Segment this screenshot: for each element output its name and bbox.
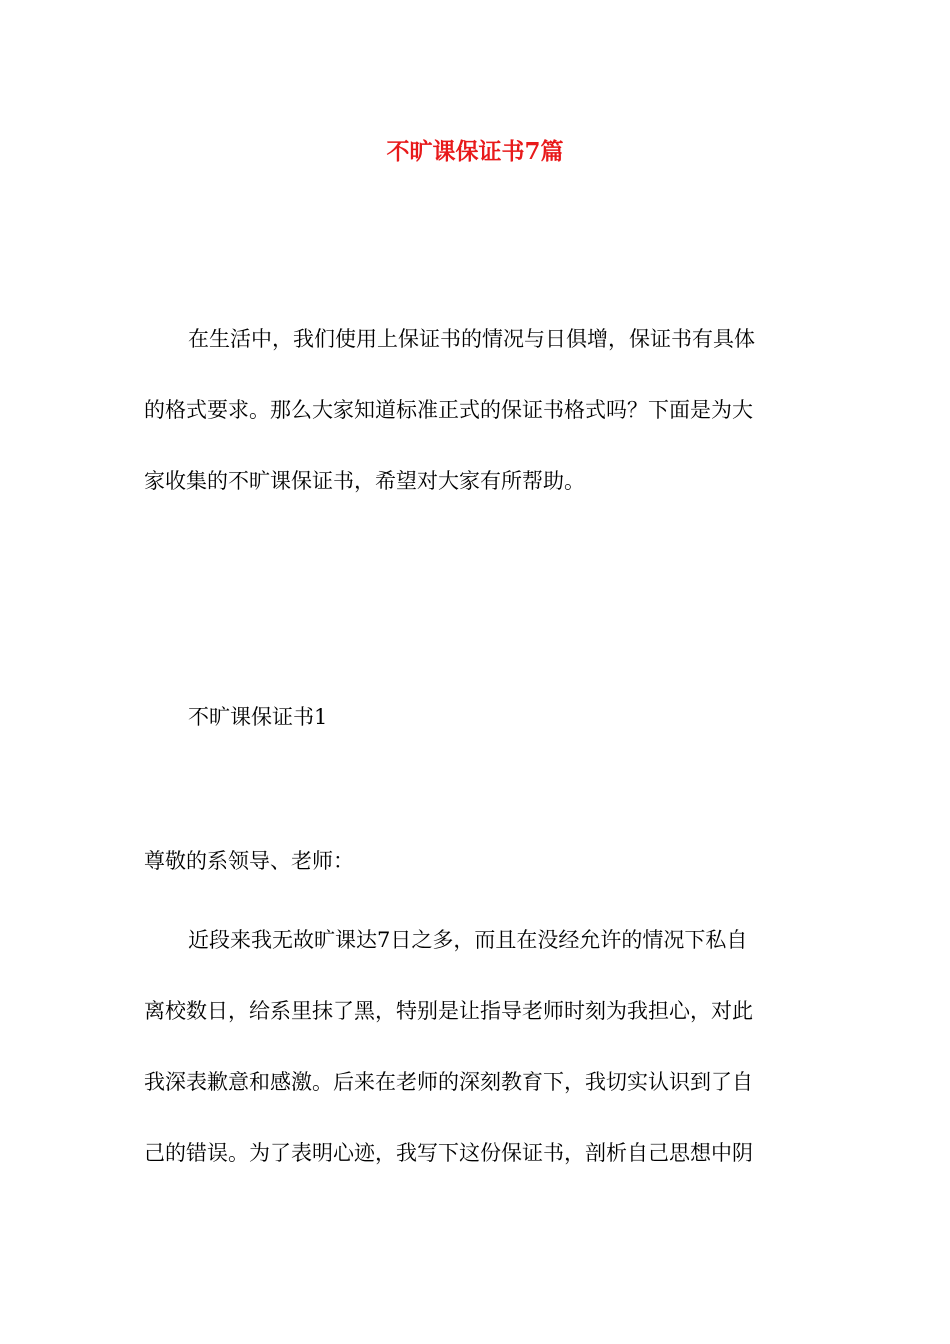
intro-line: 在生活中，我们使用上保证书的情况与日俱增，保证书有具体 (188, 327, 755, 351)
intro-line: 的格式要求。那么大家知道标准正式的保证书格式吗？下面是为大 (144, 398, 753, 422)
body-line: 己的错误。为了表明心迹，我写下这份保证书，剖析自己思想中阴 (144, 1141, 753, 1165)
section-heading (144, 682, 808, 753)
body-paragraph (144, 905, 808, 1189)
salutation (144, 826, 808, 897)
section-heading-text: 不旷课保证书1 (188, 705, 328, 729)
body-line: 我深表歉意和感激。后来在老师的深刻教育下，我切实认识到了自 (144, 1070, 753, 1094)
body-line: 近段来我无故旷课达7日之多，而且在没经允许的情况下私自 (188, 928, 748, 952)
document-title: 不旷课保证书7篇 (386, 138, 564, 165)
salutation-text: 尊敬的系领导、老师： (144, 849, 354, 873)
body-line: 离校数日，给系里抹了黑，特别是让指导老师时刻为我担心，对此 (144, 999, 753, 1023)
intro-paragraph (144, 304, 808, 517)
intro-line: 家收集的不旷课保证书，希望对大家有所帮助。 (144, 469, 585, 493)
